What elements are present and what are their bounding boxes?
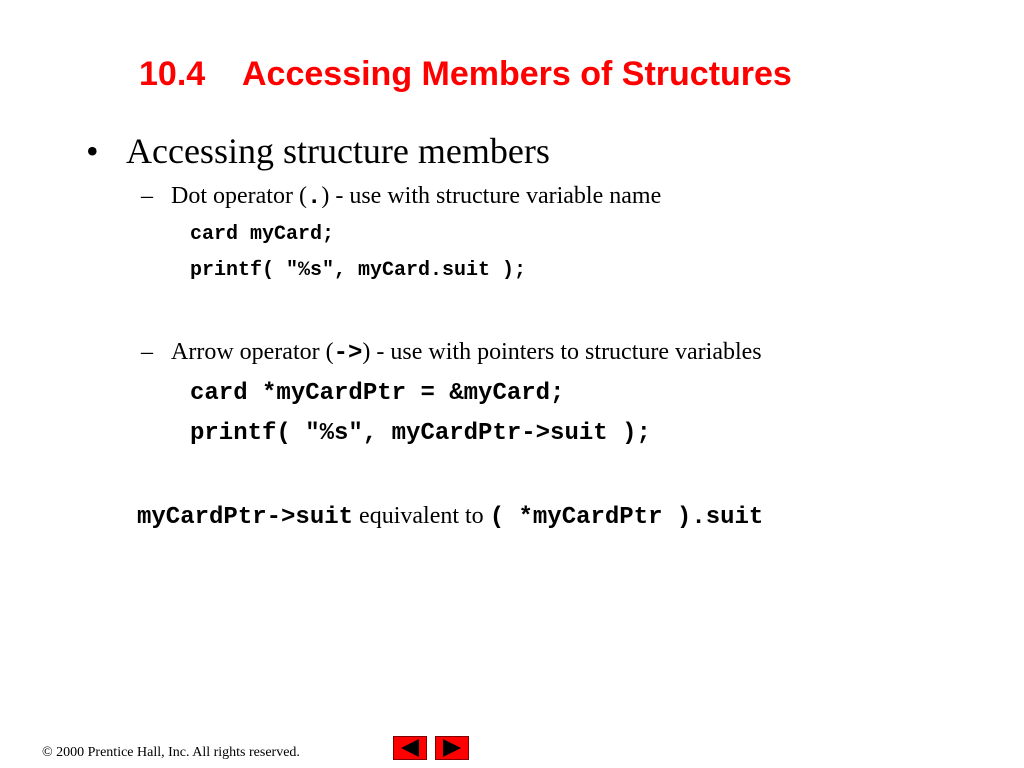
sub-item-prefix: Arrow operator (	[171, 339, 334, 365]
dash-marker: –	[141, 183, 153, 209]
equivalence-left-code: myCardPtr->suit	[137, 504, 354, 531]
sub-item-arrow-operator	[141, 336, 762, 370]
code-line: printf( "%s", myCardPtr->suit );	[190, 420, 651, 447]
main-bullet	[86, 128, 550, 174]
next-slide-button[interactable]	[435, 736, 469, 760]
triangle-right-icon	[436, 737, 468, 759]
previous-slide-button[interactable]	[393, 736, 427, 760]
equivalence-right-code: ( *myCardPtr ).suit	[489, 504, 764, 531]
sub-item-dot-operator	[141, 180, 661, 214]
sub-item-prefix: Dot operator (	[171, 183, 307, 209]
equivalence-middle-text: equivalent to	[359, 503, 484, 529]
operator-code: .	[306, 184, 322, 211]
bullet-text: Accessing structure members	[126, 131, 550, 171]
title-text: Accessing Members of Structures	[242, 55, 792, 93]
copyright-footer: © 2000 Prentice Hall, Inc. All rights reserved.	[42, 745, 300, 760]
slide-title	[139, 52, 792, 96]
sub-item-suffix: ) - use with pointers to structure variables	[362, 339, 762, 365]
sub-item-suffix: ) - use with structure variable name	[321, 183, 662, 209]
bullet-marker: •	[86, 131, 99, 171]
triangle-left-icon	[394, 737, 426, 759]
section-number: 10.4	[139, 55, 206, 93]
operator-code: ->	[333, 340, 363, 367]
dash-marker: –	[141, 339, 153, 365]
equivalence-statement	[137, 500, 763, 534]
code-line: printf( "%s", myCard.suit );	[190, 259, 527, 282]
code-line: card myCard;	[190, 223, 335, 246]
code-line: card *myCardPtr = &myCard;	[190, 380, 565, 407]
